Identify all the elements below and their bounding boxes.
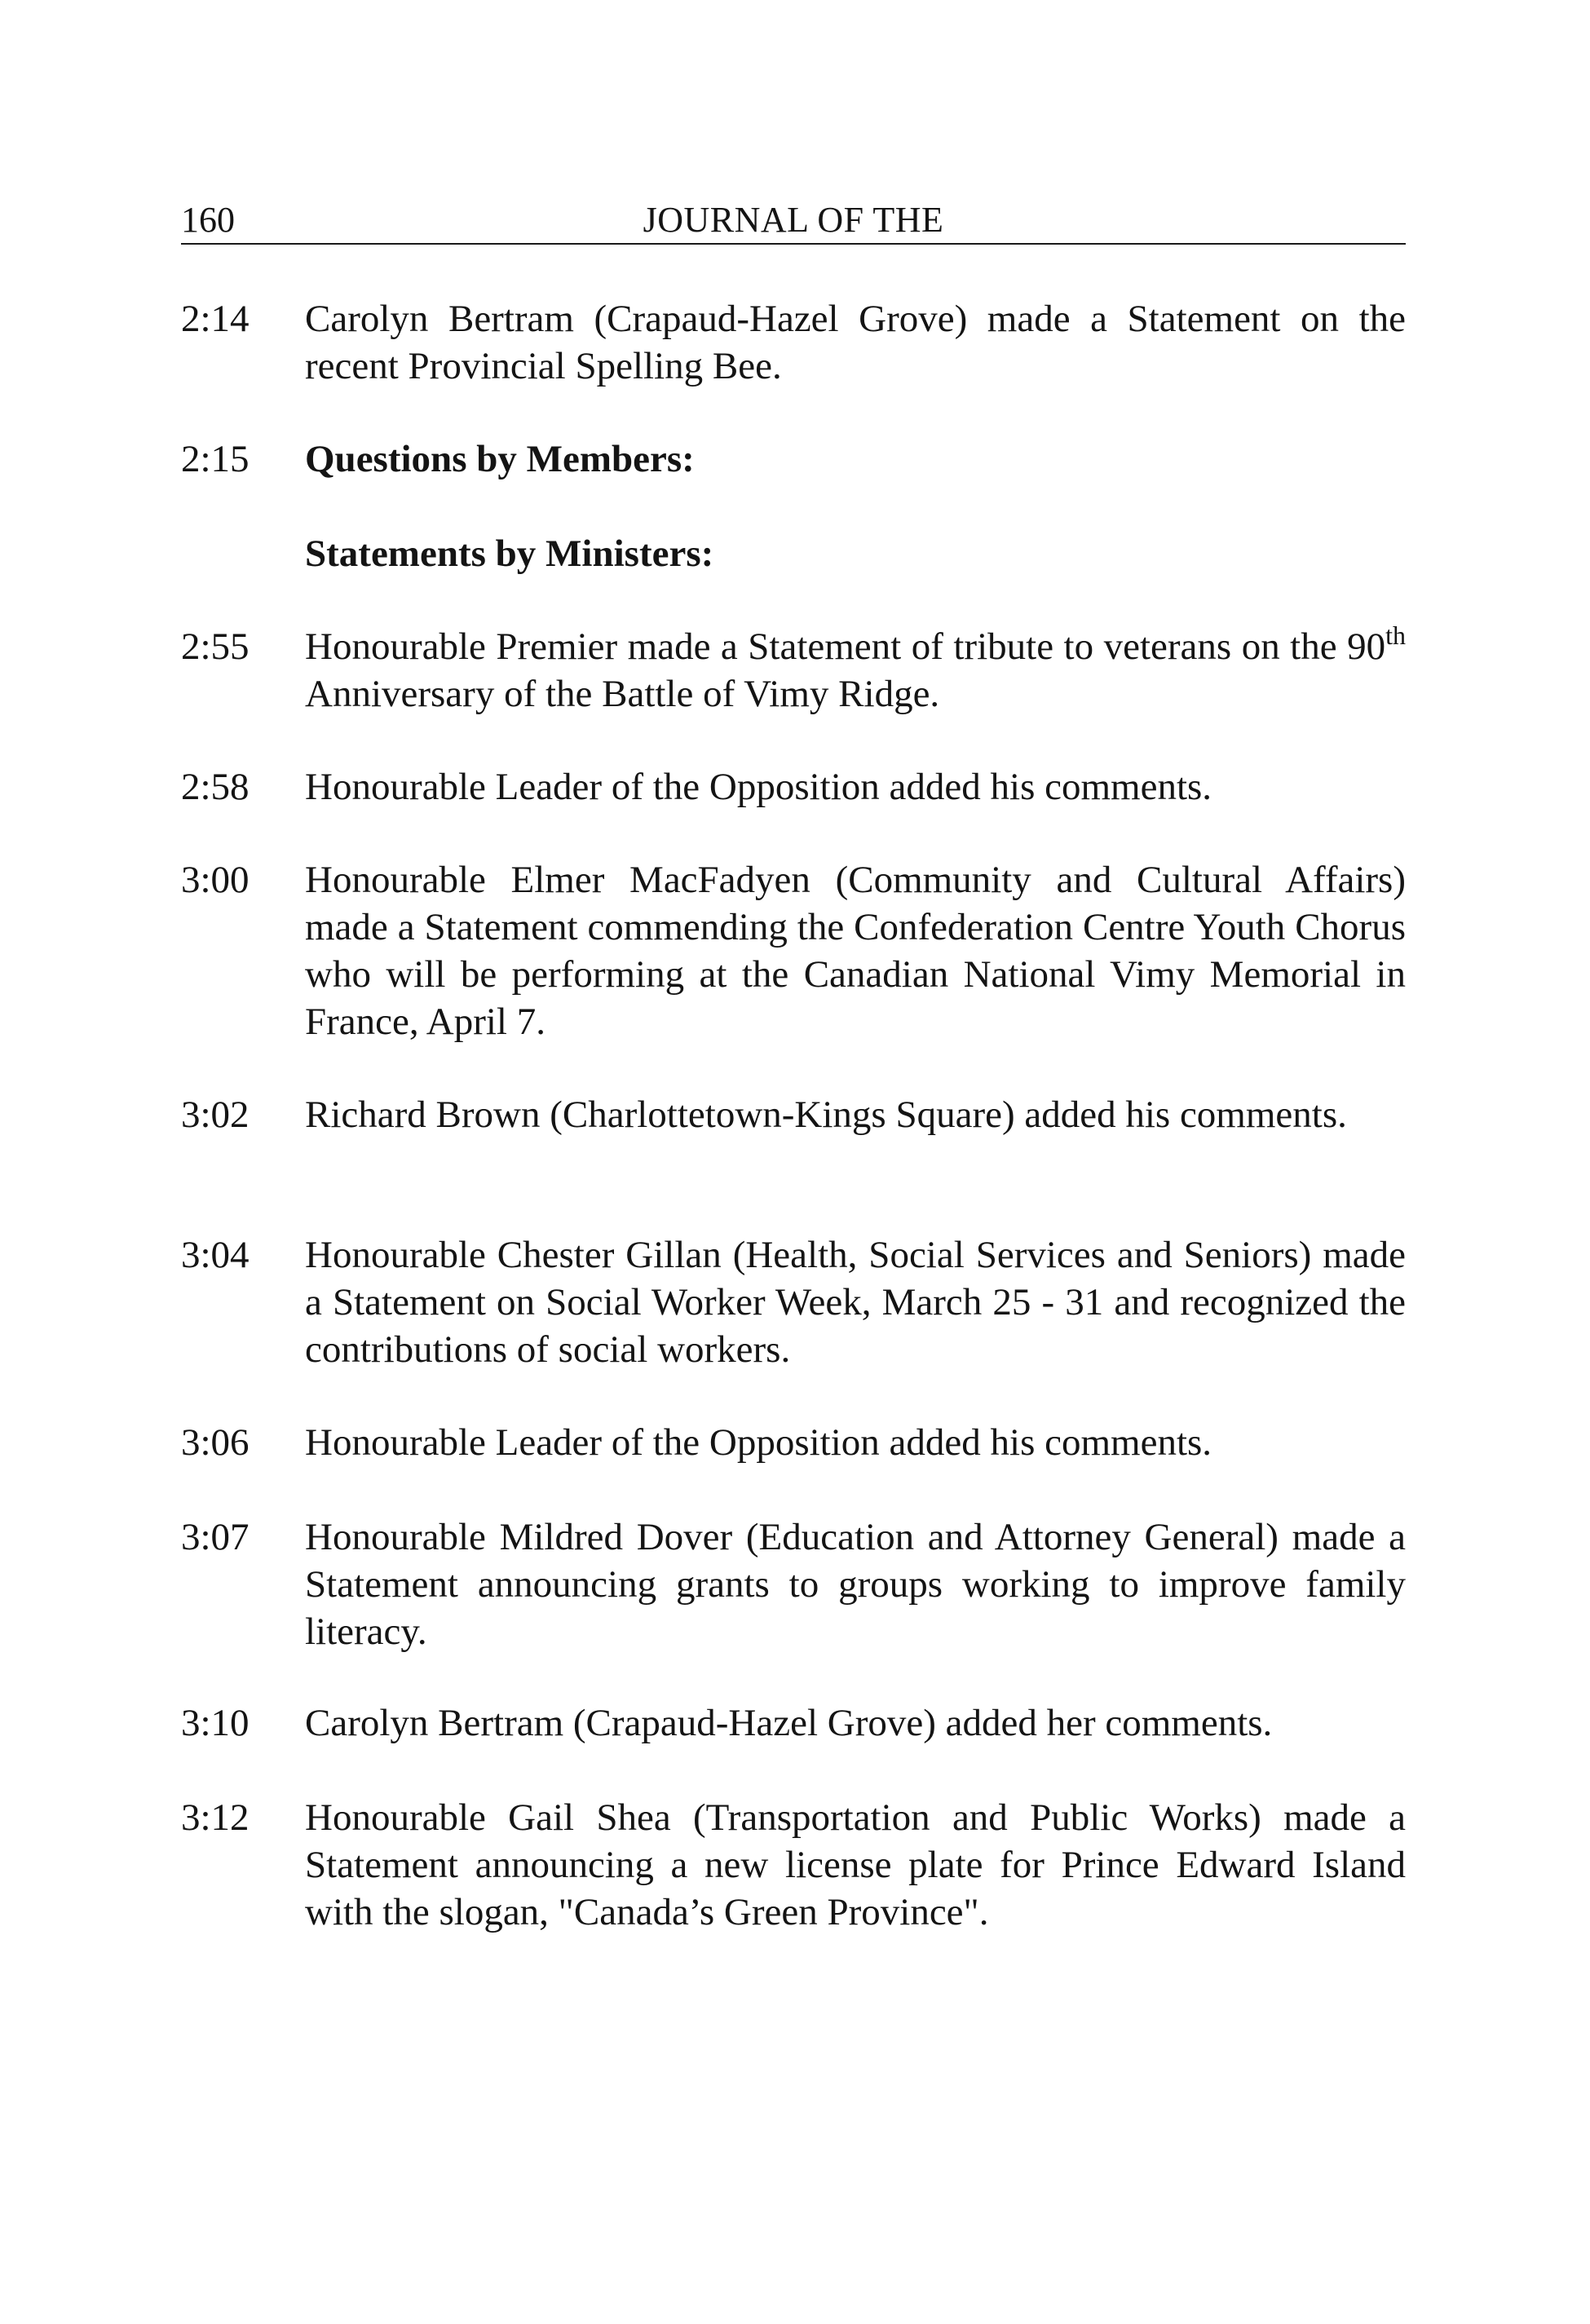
- journal-entry: [181, 623, 1406, 718]
- journal-entry: [181, 1419, 1406, 1466]
- entry-time: 2:58: [181, 766, 250, 808]
- journal-entry: [181, 1794, 1406, 1936]
- entry-text: Richard Brown (Charlottetown-Kings Square) added his comments.: [305, 1094, 1347, 1136]
- entry-time: 3:00: [181, 859, 250, 901]
- entry-text-part: Anniversary of the Battle of Vimy Ridge.: [305, 673, 940, 715]
- page-number: 160: [181, 200, 235, 240]
- journal-entry: [181, 1699, 1406, 1747]
- ordinal-superscript: th: [1385, 621, 1406, 650]
- entry-text: Carolyn Bertram (Crapaud-Hazel Grove) added her comments.: [305, 1702, 1273, 1744]
- entry-time: 2:15: [181, 438, 250, 480]
- entry-text-part: Honourable Premier made a Statement of tribute to veterans on the 90: [305, 625, 1386, 668]
- page-header: [181, 194, 1406, 245]
- journal-entry: [181, 1091, 1406, 1138]
- entry-time: 3:12: [181, 1796, 250, 1839]
- entry-time: 3:02: [181, 1094, 250, 1136]
- journal-entry: [181, 295, 1406, 390]
- entry-time: 2:55: [181, 625, 250, 668]
- section-heading: Questions by Members:: [305, 438, 695, 480]
- entry-time: 3:06: [181, 1421, 250, 1464]
- entry-text: Honourable Gail Shea (Transportation and Public Works) made a Statement announcing a new license plate for Prince Edward Island with the slogan, "Canada’s Green Province".: [305, 1796, 1406, 1933]
- journal-entry: [181, 1231, 1406, 1373]
- entry-time: 3:10: [181, 1702, 250, 1744]
- entry-time: 2:14: [181, 298, 250, 340]
- entry-text: [305, 623, 1406, 718]
- entry-text: Honourable Leader of the Opposition added his comments.: [305, 766, 1212, 808]
- journal-entry: [181, 1513, 1406, 1655]
- journal-entry: [181, 530, 1406, 577]
- journal-entry: [181, 435, 1406, 483]
- entry-text: Honourable Elmer MacFadyen (Community and Cultural Affairs) made a Statement commending the Confederation Centre Youth Chorus who will be performing at the Canadian National Vimy Memorial in France, April 7.: [305, 859, 1406, 1043]
- running-head: JOURNAL OF THE: [643, 200, 944, 240]
- journal-entry: [181, 763, 1406, 811]
- journal-entry: [181, 856, 1406, 1045]
- entry-text: Honourable Leader of the Opposition added his comments.: [305, 1421, 1212, 1464]
- section-heading: Statements by Ministers:: [305, 532, 714, 575]
- entry-text: Honourable Mildred Dover (Education and Attorney General) made a Statement announcing grants to groups working to improve family literacy.: [305, 1516, 1406, 1653]
- entry-time: 3:07: [181, 1516, 250, 1558]
- entry-time: 3:04: [181, 1234, 250, 1276]
- entry-text: Carolyn Bertram (Crapaud-Hazel Grove) made a Statement on the recent Provincial Spelling Bee.: [305, 298, 1406, 387]
- entry-text: Honourable Chester Gillan (Health, Social Services and Seniors) made a Statement on Social Worker Week, March 25 - 31 and recognized the contributions of social workers.: [305, 1234, 1406, 1371]
